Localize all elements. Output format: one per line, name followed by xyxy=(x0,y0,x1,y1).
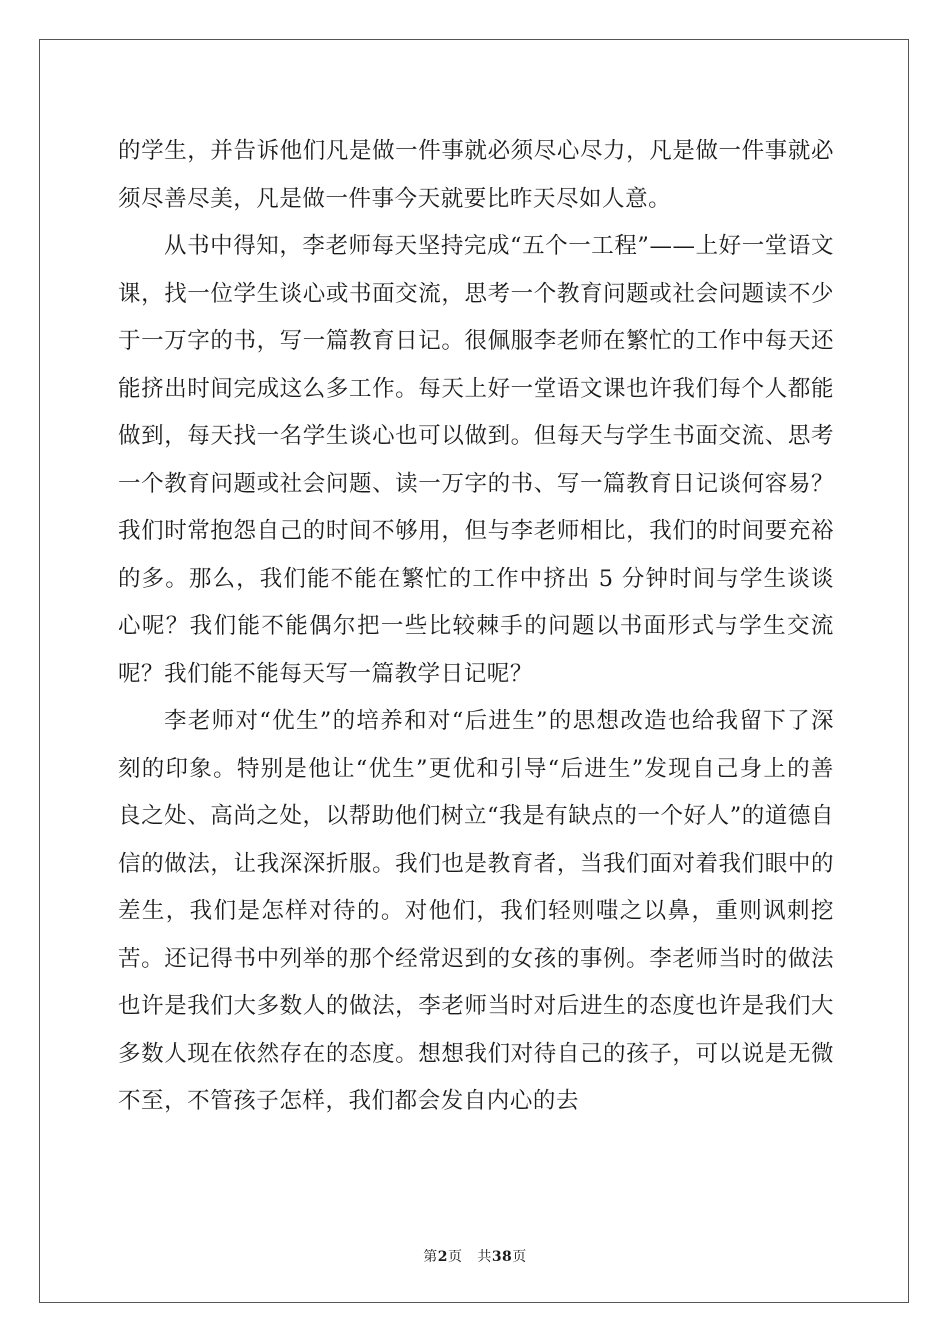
footer-total-suffix: 页 xyxy=(512,1249,527,1265)
footer-total-prefix: 共 xyxy=(477,1249,492,1265)
footer-page-word: 页 xyxy=(447,1249,463,1265)
document-body xyxy=(118,128,834,1126)
footer-prefix: 第 xyxy=(423,1249,438,1265)
paragraph-five-projects: 从书中得知，李老师每天坚持完成“五个一工程”——上好一堂语文课，找一位学生谈心或书面交流，思考一个教育问题或社会问题读不少于一万字的书，写一篇教育日记。很佩服李老师在繁忙的工作中每天还能挤出时间完成这么多工作。每天上好一堂语文课也许我们每个人都能做到，每天找一名学生谈心也可以做到。但每天与学生书面交流、思考一个教育问题或社会问题、读一万字的书、写一篇教育日记谈何容易？我们时常抱怨自己的时间不够用，但与李老师相比，我们的时间要充裕的多。那么，我们能不能在繁忙的工作中挤出 5 分钟时间与学生谈谈心呢？我们能不能偶尔把一些比较棘手的问题以书面形式与学生交流呢？我们能不能每天写一篇教学日记呢？ xyxy=(118,233,834,687)
paragraph-students: 李老师对“优生”的培养和对“后进生”的思想改造也给我留下了深刻的印象。特别是他让“优生”更优和引导“后进生”发现自己身上的善良之处、高尚之处，以帮助他们树立“我是有缺点的一个好人”的道德自信的做法，让我深深折服。我们也是教育者，当我们面对着我们眼中的差生，我们是怎样对待的。对他们，我们轻则嗤之以鼻，重则讽刺挖苦。还记得书中列举的那个经常迟到的女孩的事例。李老师当时的做法也许是我们大多数人的做法，李老师当时对后进生的态度也许是我们大多数人现在依然存在的态度。想想我们对待自己的孩子，可以说是无微不至，不管孩子怎样，我们都会发自内心的去 xyxy=(118,708,834,1114)
footer-current-page: 2 xyxy=(437,1249,448,1265)
footer-total-pages: 38 xyxy=(491,1249,513,1265)
paragraph-continuation: 的学生，并告诉他们凡是做一件事就必须尽心尽力，凡是做一件事就必须尽善尽美，凡是做一件事今天就要比昨天尽如人意。 xyxy=(118,138,834,212)
page-footer xyxy=(0,1246,950,1266)
